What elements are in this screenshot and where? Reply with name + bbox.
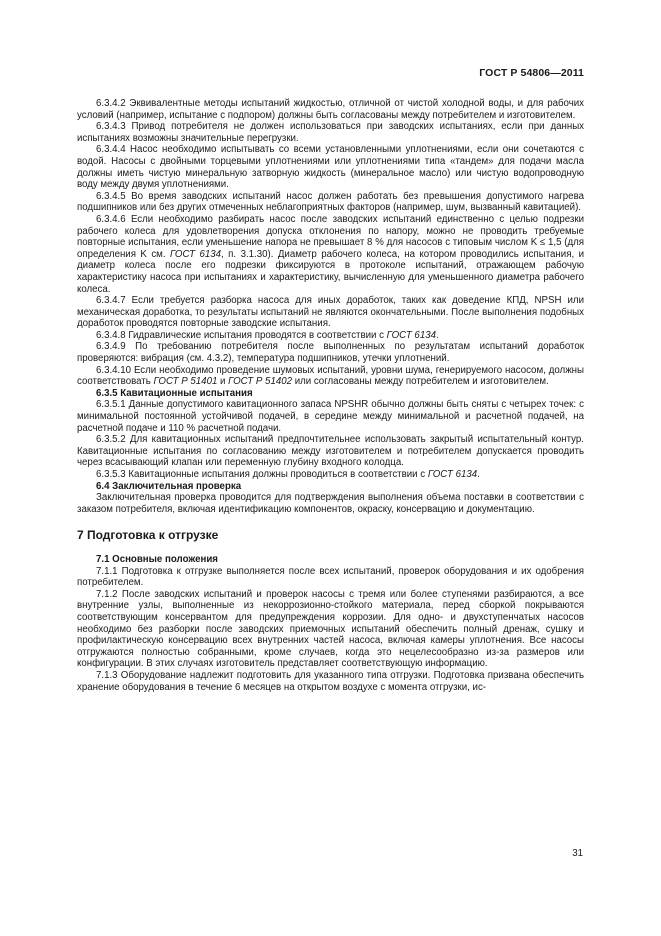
heading-6-4: 6.4 Заключительная проверка [96, 480, 242, 492]
text-run: и [217, 376, 229, 388]
paragraph-6-3-4-3: 6.3.4.3 Привод потребителя не должен использоваться при заводских испытаниях, если при данных испытаниях возможны значительные перегрузки. [77, 121, 584, 144]
document-header: ГОСТ Р 54806—2011 [479, 67, 584, 79]
standard-reference: ГОСТ 6134 [386, 329, 436, 341]
paragraph-6-3-4-9: 6.3.4.9 По требованию потребителя после выполненных по результатам испытаний доработок проверяются: вибрация (см. 4.3.2), температура подшипников, утечки уплотнений. [77, 341, 584, 365]
text-run: 6.3.4.10 Если необходимо проведение шумовых испытаний, уровни шума, генерируемого насосом, должны соответствовать [77, 364, 584, 388]
text-run: . [477, 469, 480, 480]
text-run: 6.3.5.3 Кавитационные испытания должны проводиться в соответствии с [96, 469, 428, 480]
paragraph-6-3-4-4: 6.3.4.4 Насос необходимо испытывать со всеми установленными уплотнениями, если они сочетаются с водой. Насосы с двойными торцевыми уплотнениями или уплотнениями типа «тандем» для подачи масла должны иметь чистую минеральную затворную жидкость (минеральное масло) или чистую водопроводную воду между двумя уплотнениями. [77, 144, 584, 191]
standard-reference: ГОСТ Р 51401 [153, 376, 218, 388]
paragraph-6-3-4-6 [77, 214, 584, 295]
paragraph-6-4: Заключительная проверка проводится для подтверждения выполнения объема поставки в соответствии с заказом потребителя, включая идентификацию компонентов, окраску, консервацию и документацию. [77, 492, 584, 515]
text-run: . [436, 329, 439, 341]
page-number: 31 [572, 848, 583, 859]
paragraph-6-3-4-7: 6.3.4.7 Если требуется разборка насоса для иных доработок, таких как доведение КПД, NPSH или механическая доработка, то результаты испытаний не являются окончательными. После выполнения подобных доработок проводятся повторные заводские испытания. [77, 295, 584, 330]
document-body [77, 98, 584, 693]
paragraph-6-3-5-2: 6.3.5.2 Для кавитационных испытаний предпочтительнее использовать закрытый испытательный контур. Кавитационные испытания по согласованию между изготовителем и потребителем допускается проводить через всасывающий клапан или переменную глубину входного колодца. [77, 434, 584, 469]
paragraph-7-1-3: 7.1.3 Оборудование надлежит подготовить для указанного типа отгрузки. Подготовка призвана обеспечить хранение оборудования в течение 6 месяцев на открытом воздухе с момента отгрузки, ис- [77, 669, 584, 693]
text-run: 6.3.4.6 Если необходимо разбирать насос после заводских испытаний единственно с целью подрезки рабочего колеса для удовлетворения допуска отклонения по напору, можно не проводить требуемые повторные испытания, если уменьшение напора не превышает 8 % для насосов с типовым числом K ≤ 1,5 (для определения K см. [77, 213, 584, 260]
text-run: или согласованы между потребителем и изготовителем. [292, 376, 549, 388]
paragraph-6-3-4-5: 6.3.4.5 Во время заводских испытаний насос должен работать без превышения допустимого нагрева подшипников или без других отмеченных неблагоприятных факторов (например, шум, вызванный кавитацией). [77, 190, 584, 214]
standard-reference: ГОСТ 6134 [169, 248, 222, 260]
heading-7-1: 7.1 Основные положения [96, 553, 218, 565]
text-run: , п. 3.1.30). Диаметр рабочего колеса, на котором проводились испытания, и диаметр колеса после его подрезки фиксируются в протоколе испытаний, отражающем рабочую характеристику насоса при испытаниях и характеристику, вычисленную для уменьшенного диаметра рабочего колеса. [77, 248, 584, 295]
standard-reference: ГОСТ 6134 [427, 469, 478, 480]
paragraph-7-1-1: 7.1.1 Подготовка к отгрузке выполняется после всех испытаний, проверок оборудования и их одобрения потребителем. [77, 565, 584, 589]
paragraph-6-3-4-10 [77, 365, 584, 388]
paragraph-6-3-4-8 [77, 330, 584, 342]
paragraph-6-3-5-3 [77, 469, 584, 481]
standard-reference: ГОСТ Р 51402 [228, 376, 292, 388]
paragraph-7-1-2: 7.1.2 После заводских испытаний и проверок насосы с тремя или более ступенями разбираются, а все внутренние узлы, выполненные из некоррозионно-стойкого материала, перед сборкой покрываются соответствующим консервантом для предупреждения коррозии. Для одно- и двухступенчатых насосов необходимо без разборки после заводских приемочных испытаний обеспечить полный дренаж, сушку и профилактическую консервацию всех внутренних частей насоса, включая камеры уплотнения. Все насосы отгружаются полностью собранными, кроме случаев, когда это нецелесообразно из-за размеров или конфигурации. В этих случаях изготовитель представляет соответствующую информацию. [77, 588, 584, 670]
paragraph-6-3-4-2: 6.3.4.2 Эквивалентные методы испытаний жидкостью, отличной от чистой холодной воды, и для рабочих условий (например, испытание с подпором) должны быть согласованы между потребителем и изготовителем. [77, 98, 584, 121]
text-run: 6.3.4.8 Гидравлические испытания проводятся в соответствии с [96, 329, 387, 341]
heading-7: 7 Подготовка к отгрузке [77, 528, 219, 543]
paragraph-6-3-5-1: 6.3.5.1 Данные допустимого кавитационного запаса NPSHR обычно должны быть сняты с четырех точек: с минимальной постоянной устойчивой подачей, в середине между минимальной и расчетной подачей, на расчетной подаче и 110 % расчетной подачи. [77, 399, 584, 434]
heading-6-3-5: 6.3.5 Кавитационные испытания [96, 387, 253, 399]
